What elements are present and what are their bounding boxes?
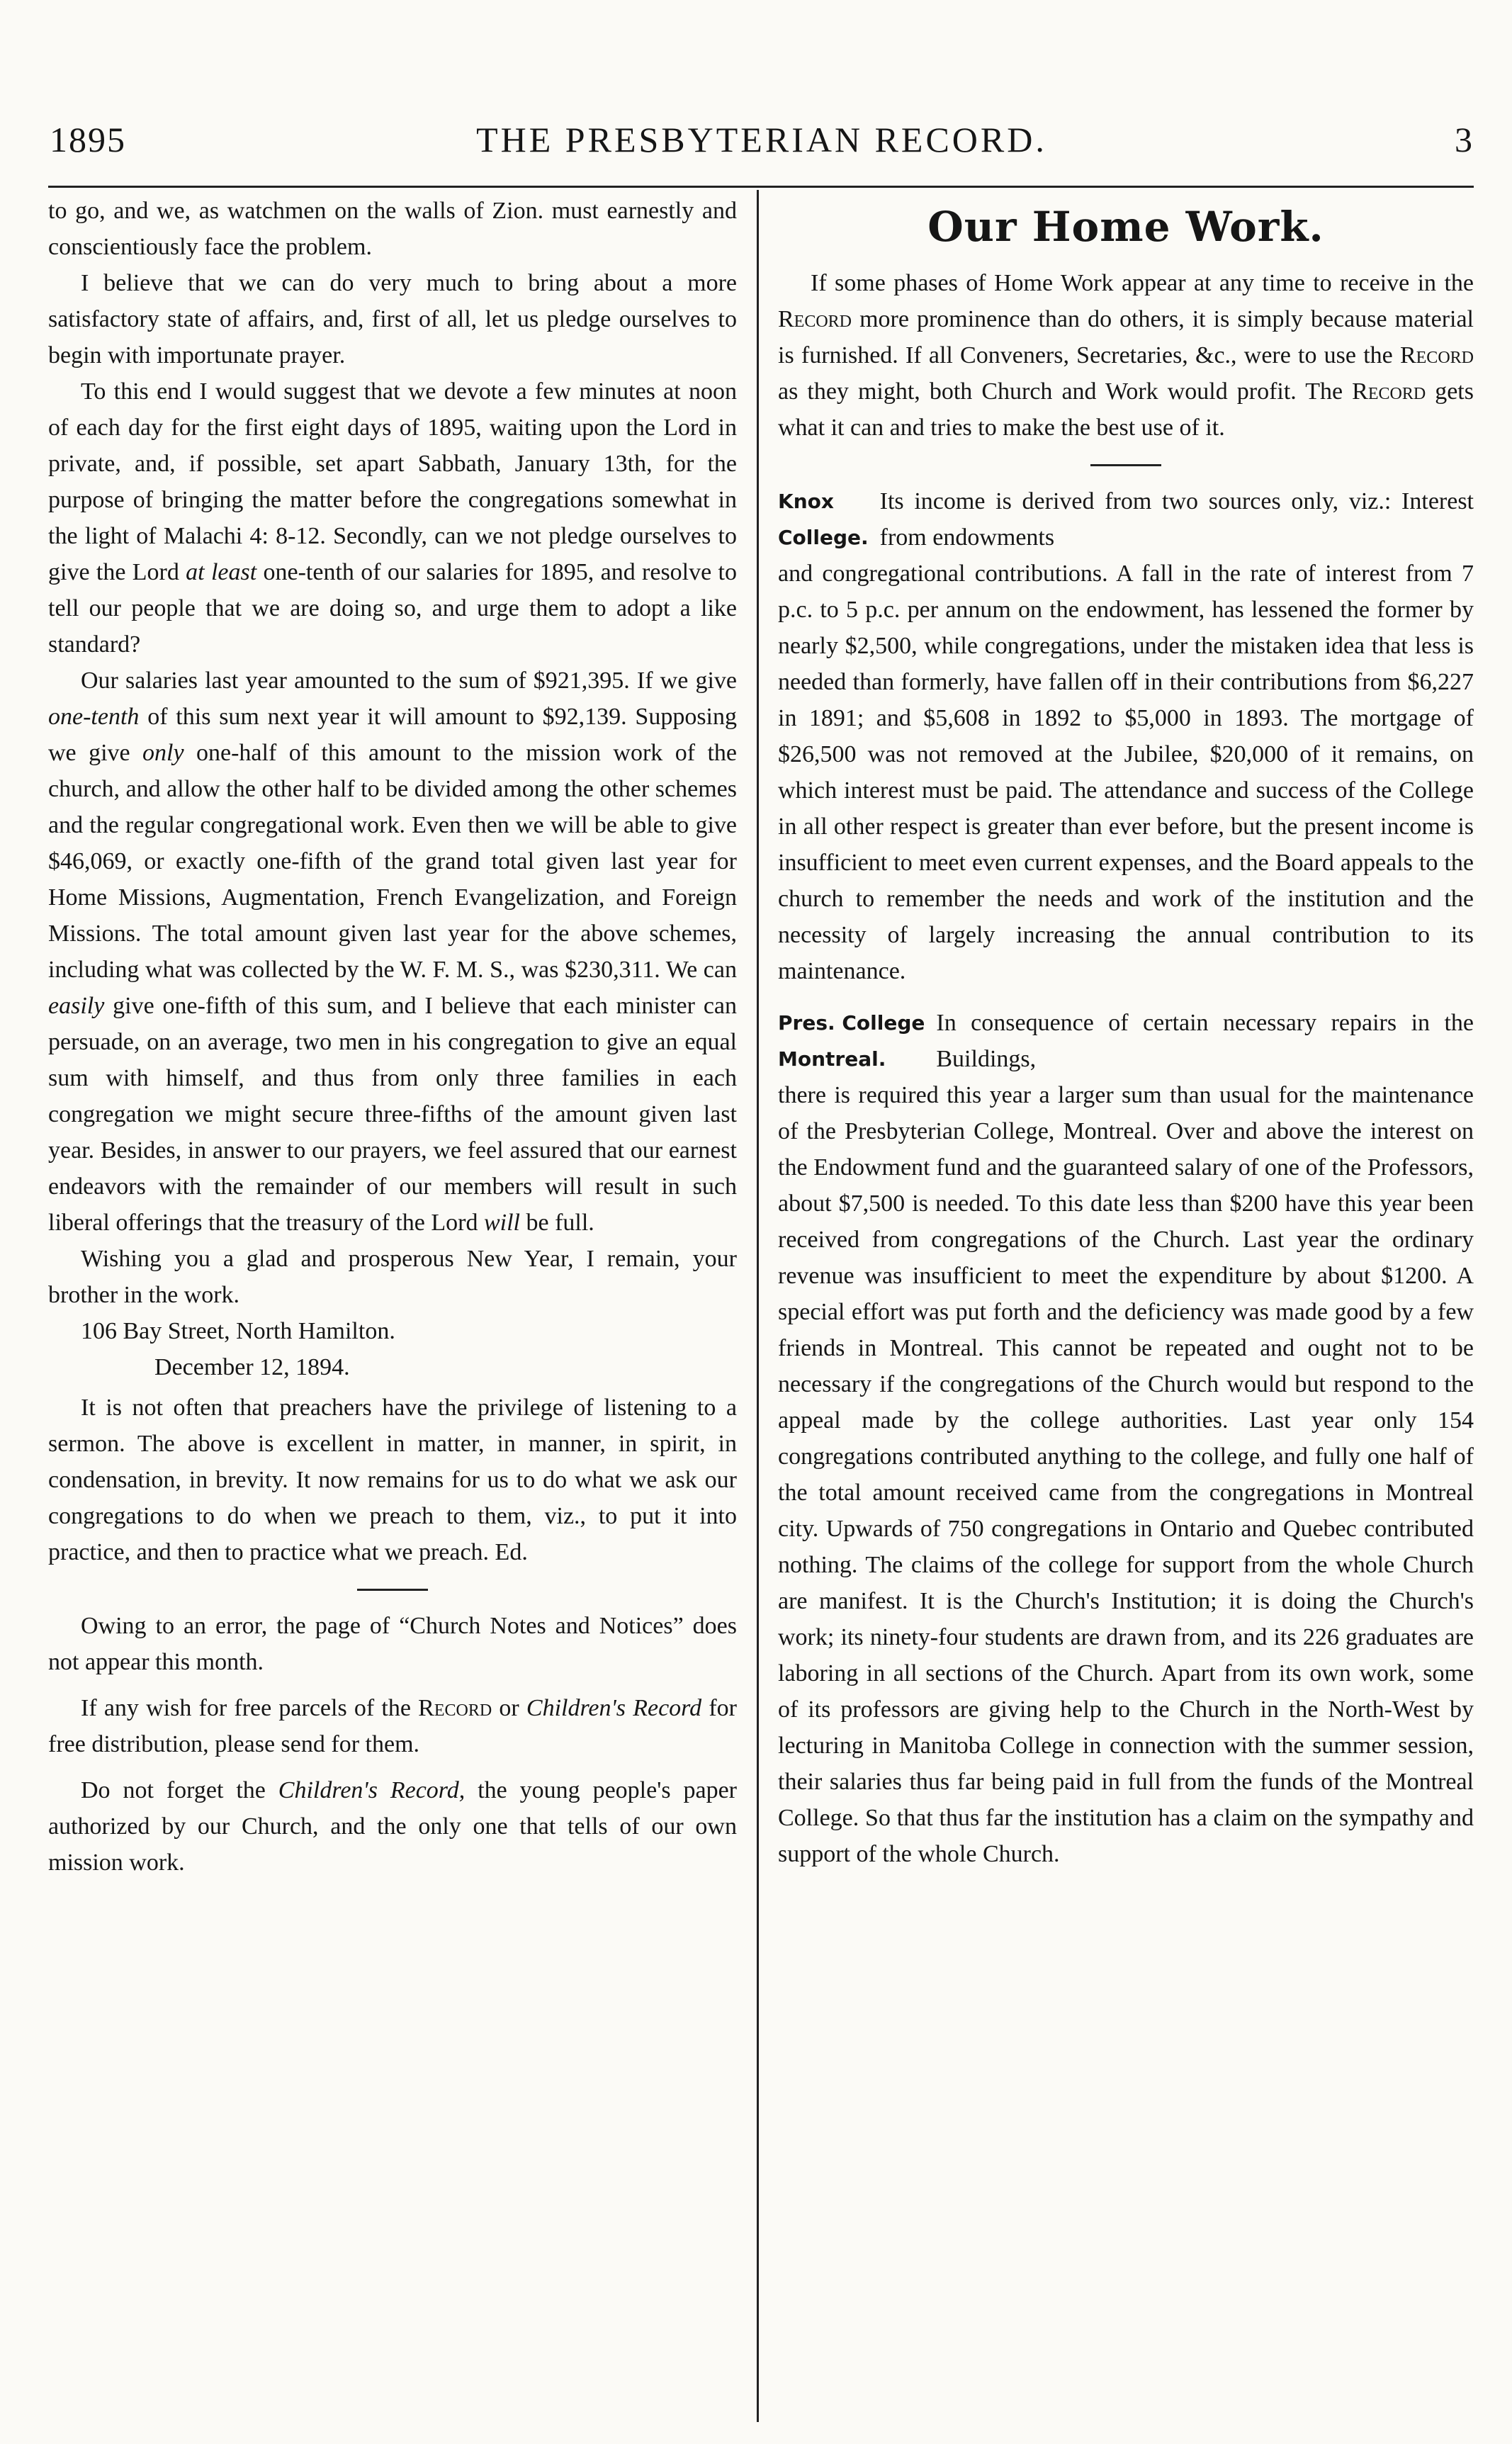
left-column [48,193,737,1881]
side-heading: Pres. College Montreal. [778,1011,925,1071]
header-year: 1895 [50,120,126,159]
editor-note: It is not often that preachers have the privilege of listening to a sermon. The above is excellent in matter, in manner, in spirit, in condensation, in brevity. It now remains for us to do what we ask our congregations to do when we preach to them, viz., to put it into practice, and then to practice what we preach. Ed. [48,1395,737,1565]
header-title: THE PRESBYTERIAN RECORD. [476,120,1047,159]
paragraph: I believe that we can do very much to bring about a more satisfactory state of affairs, and, first of all, let us pledge ourselves to begin with importunate prayer. [48,270,737,368]
side-heading: Knox College. [778,490,869,549]
paragraph: To this end I would suggest that we devote a few minutes at noon of each day for the first eight days of 1895, waiting upon the Lord in private, and, if possible, set apart Sabbath, January 13th, for the purpose of bringing the matter before the congregations somewhat in the light of Malachi 4: 8-12. Secondly, can we not pledge ourselves to give the Lord at least one-tenth of our salaries for 1895, and resolve to tell our people that we are doing so, and urge them to adopt a like standard? [48,378,738,658]
section-separator [1090,464,1161,466]
emphasis: easily [48,993,105,1019]
knox-college-item [778,483,1474,556]
emphasis: only [142,740,184,766]
paragraph: to go, and we, as watchmen on the walls of Zion. must earnestly and conscientiously face the problem. [48,198,737,260]
montreal-college-item [778,1005,1474,1077]
letter-date: December 12, 1894. [154,1354,350,1380]
page-header [50,119,1474,169]
notice: Do not forget the Children's Record, the young people's paper authorized by our Church, and the only one that tells of our own mission work. [48,1777,737,1876]
header-rule-right [757,186,1474,188]
letter-address: 106 Bay Street, North Hamilton. [81,1318,395,1344]
section-title: Our Home Work. [927,203,1324,251]
column-divider [757,190,759,2422]
paragraph: and congregational contributions. A fall in the rate of interest from 7 p.c. to 5 p.c. per annum on the endowment, has lessened the former by nearly $2,500, while congregations, under the mistaken idea that less is needed than formerly, have fallen off in their contributions from $6,227 in 1891; and $5,608 in 1892 to $5,000 in 1893. The mortgage of $26,500 was not removed at the Jubilee, $20,000 of it remains, on which interest must be paid. The attendance and success of the College in all other respect is greater than ever before, but the present income is insufficient to meet even current expenses, and the Board appeals to the church to remember the needs and work of the institution and the necessity of largely increasing the annual contribution to its maintenance. [778,561,1474,984]
emphasis: Children's Record [526,1695,702,1721]
notice: Owing to an error, the page of “Church Notes and Notices” does not appear this month. [48,1613,737,1675]
emphasis: one-tenth [48,704,140,730]
item-lead: In consequence of certain necessary repairs in the Buildings, [936,1010,1474,1072]
emphasis: will [483,1210,520,1236]
header-rule-left [48,186,757,188]
paragraph: If some phases of Home Work appear at any time to receive in the Record more prominence than do others, it is simply because material is furnished. If all Conveners, Secretaries, &c., were to use the Record as they might, both Church and Work would profit. The Record gets what it can and tries to make the best use of it. [778,270,1474,441]
emphasis: at least [186,559,257,585]
notice: If any wish for free parcels of the Record or Children's Record for free distribution, please send for them. [48,1695,737,1757]
section-separator [357,1589,428,1591]
emphasis: Children's Record, [278,1777,466,1803]
header-page-number: 3 [1455,120,1474,159]
right-column [778,193,1474,1872]
paragraph: there is required this year a larger sum than usual for the maintenance of the Presbyterian College, Montreal. Over and above the interest on the Endowment fund and the guaranteed salary of one of the Professors, about $7,500 is needed. To this date less than $200 have this year been received from congregations of the Church. Last year the ordinary revenue was insufficient to meet the expenditure by about $1200. A special effort was put forth and the deficiency was made good by a few friends in Montreal. This cannot be repeated and ought not to be necessary if the congregations of the Church would but respond to the appeal made by the college authorities. Last year only 154 congregations contributed anything to the college, and fully one half of the total amount received came from the congregations in Montreal city. Upwards of 750 congregations in Ontario and Quebec contributed nothing. The claims of the college for support from the whole Church are manifest. It is the Church's Institution; it is doing the Church's work; its ninety-four students are drawn from, and its 226 graduates are laboring in all sections of the Church. Apart from its own work, some of its professors are giving help to the Church in the North-West by lecturing in Manitoba College in connection with the summer session, their salaries thus far being paid in full from the funds of the Montreal College. So that thus far the institution has a claim on the sympathy and support of the whole Church. [778,1082,1474,1867]
item-lead: Its income is derived from two sources only, viz.: Interest from endowments [879,488,1474,551]
paragraph: Our salaries last year amounted to the sum of $921,395. If we give one-tenth of this sum next year it will amount to $92,139. Supposing we give only one-half of this amount to the mission work of the church, and allow the other half to be divided among the other schemes and the regular congregational work. Even then we will be able to give $46,069, or exactly one-fifth of the grand total given last year for Home Missions, Augmentation, French Evangelization, and Foreign Missions. The total amount given last year for the above schemes, including what was collected by the W. F. M. S., was $230,311. We can easily give one-fifth of this sum, and I believe that each minister can persuade, on an average, two men in his congregation to give an equal sum with himself, and thus from only three families in each congregation we might secure three-fifths of the amount given last year. Besides, in answer to our prayers, we feel assured that our earnest endeavors with the remainder of our members will result in such liberal offerings that the treasury of the Lord will be full. [48,668,737,1236]
paragraph: Wishing you a glad and prosperous New Year, I remain, your brother in the work. [48,1246,737,1308]
